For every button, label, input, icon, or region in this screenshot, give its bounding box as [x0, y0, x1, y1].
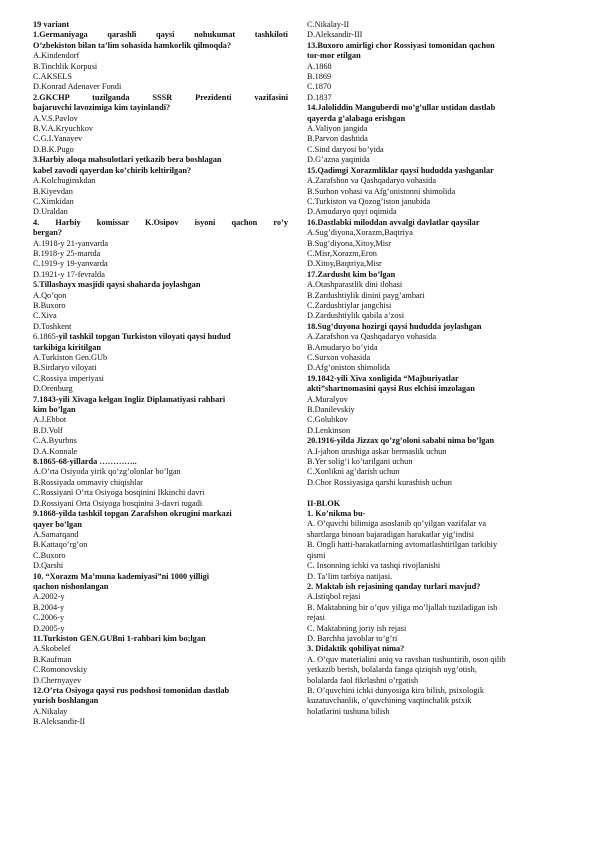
answer-option: C.1870: [307, 82, 332, 92]
question-text: 15.Qadimgi Xorazmliklar qaysi hududda yashganlar: [307, 165, 494, 175]
answer-option: C.Buxoro: [33, 550, 66, 560]
answer-option: A.1918-y 21-yanvarda: [33, 238, 109, 248]
answer-option: B.Danilevskiy: [307, 405, 355, 415]
question-text: 2.GKCHP tuzilganda SSSR Prezidenti vazifasini: [33, 92, 288, 102]
question-text: 2. Maktab ish rejasining qanday turlari mavjud?: [307, 581, 481, 591]
answer-option: C.AKSELS: [33, 72, 72, 82]
answer-option: B.Aleksandir-II: [33, 717, 86, 727]
answer-option: B.1918-y 25-martda: [33, 248, 101, 258]
answer-option: B. Ongli hatti-harakatlarning avtomatlashtirilgan tarkibiy: [307, 540, 498, 550]
answer-option: B.Kattaqo’rg’on: [33, 540, 88, 550]
text-line: holatlarini tushuna bilish: [307, 706, 390, 716]
answer-option: D.Chernyayev: [33, 675, 82, 685]
answer-option: D. Ta’lim tarbiya natijasi.: [307, 571, 393, 581]
text-line: rejasi: [307, 613, 325, 623]
answer-option: C.Golubkov: [307, 415, 348, 425]
answer-option: D.2005-y: [33, 623, 65, 633]
question-text: tor-mor etilgan: [307, 51, 361, 61]
answer-option: C.A.Byurbns: [33, 436, 77, 446]
answer-option: D.Orenburg: [33, 384, 73, 394]
question-text: 11.Turkiston GEN.GUBni 1-rahbari kim bo;lgan: [33, 633, 206, 643]
answer-option: B.Sirdaryo viloyati: [33, 363, 97, 373]
answer-option: D.Aleksandir-III: [307, 30, 363, 40]
answer-option: C.G.I.Yanayev: [33, 134, 83, 144]
answer-option: C.1919-y 19-yanvarda: [33, 259, 108, 269]
answer-option: C.Romonovskiy: [33, 665, 88, 675]
answer-option: B.Tinchlik Korpusi: [33, 61, 98, 71]
question-text: kabel zavodi qayerdan ko’chirib keltirilgan?: [33, 165, 192, 175]
question-number: 6.1865-: [33, 332, 59, 342]
question-text: qachon nishonlangan: [33, 581, 109, 591]
answer-option: A.Istiqbol rejasi: [307, 592, 361, 602]
answer-option: D.Xitoy,Baqtriya,Misr: [307, 259, 382, 269]
answer-option: A.J.Ebbot: [33, 415, 67, 425]
answer-option: A.Nikalay: [33, 706, 68, 716]
question-text: 18.Sug’duyona hozirgi qaysi hududda joylashgan: [307, 321, 482, 331]
answer-option: A.1868: [307, 61, 332, 71]
answer-option: C. Insonning ichki va tashqi rivojlanishi: [307, 561, 441, 571]
answer-option: D.Rossiyani Orta Osiyoga bosqinini 3-davri tugadi: [33, 498, 203, 508]
question-text: qayerda g’alabaga erishgan: [307, 113, 406, 123]
question-text: bergan?: [33, 228, 63, 238]
question-text: 19 variant: [33, 20, 70, 29]
answer-option: A.Zarafshon va Qashqadaryo vohasida: [307, 332, 437, 342]
answer-option: A.I-jahon urushiga askar bermaslik uchun: [307, 446, 447, 456]
answer-option: A.Otashparastlik dini ilohasi: [307, 280, 403, 290]
answer-option: C.Xonlikni ag’darish uchun: [307, 467, 400, 477]
question-text: yurish boshlangan: [33, 696, 99, 706]
answer-option: A.O’rta Osiyoda yirik qo’zg’olonlar bo’lgan: [33, 467, 181, 477]
answer-option: A.Valiyon jangida: [307, 124, 368, 134]
answer-option: A.V.S.Pavlov: [33, 113, 78, 123]
answer-option: B.2004-y: [33, 602, 65, 612]
answer-option: D.Afg’oniston shimolida: [307, 363, 390, 373]
answer-option: B. O’quvchini ichki dunyosiga kira bilish, psixologik: [307, 685, 484, 695]
answer-option: D.Konrad Adenaver Fondi: [33, 82, 122, 92]
answer-option: A.Qo’qon: [33, 290, 67, 300]
answer-option: C.Sind daryosi bo’yida: [307, 144, 384, 154]
left-column: [33, 20, 288, 842]
answer-option: C.Surxon vohasida: [307, 353, 371, 362]
answer-option: C.Turkiston va Qozog’iston janubida: [307, 196, 431, 206]
question-text: O’zbekiston bilan ta’lim sohasida hamkorlik qilmoqda?: [33, 40, 232, 50]
answer-option: B.1869: [307, 72, 332, 82]
answer-option: C.Misr,Xorazm,Eron: [307, 248, 377, 258]
text-line: shartlarga binoan bajaradigan harakatlar yig’indisi: [307, 529, 475, 539]
answer-option: D.Qarshi: [33, 561, 64, 571]
answer-option: A.2002-y: [33, 592, 65, 602]
question-text: 1.Germaniyaga qarashli qaysi nohukumat tashkiloti: [33, 30, 288, 40]
answer-option: A.Skobelef: [33, 644, 71, 654]
answer-option: C.Ximkidan: [33, 196, 74, 206]
answer-option: D.1921-y 17-fevralda: [33, 269, 105, 279]
answer-option: D.Lenkinson: [307, 425, 351, 435]
blank-line: [307, 488, 562, 498]
answer-option: B.Rossiyada ommaviy chiqishlar: [33, 477, 143, 487]
question-text: II-BLOK: [307, 498, 341, 508]
question-text: 4. Harbiy komissar K.Osipov isyoni qachon ro’y: [33, 217, 288, 227]
question-text: 17.Zardusht kim bo’lgan: [307, 269, 396, 279]
answer-option: D. Barchha javoblar to’g’ri: [307, 633, 398, 643]
question-text: bajaruvchi lavozimiga kim tayinlandi?: [33, 103, 171, 113]
answer-option: D.1837: [307, 92, 332, 102]
text-line: yetkazib berish, bolalarda fanga qiziqish uyg’otish,: [307, 665, 477, 675]
answer-option: B.Amudaryo bo’yida: [307, 342, 378, 352]
answer-option: B.Kiyevdan: [33, 186, 73, 196]
answer-option: C.Zardushtiylar jangchisi: [307, 300, 392, 310]
answer-option: D.Zardushtiylik qabila a’zosi: [307, 311, 405, 321]
question-text: 1. Ko’nikma bu-: [307, 509, 366, 519]
question-text: 10. “Xorazm Ma’muna kademiyasi”ni 1000 yilligi: [33, 571, 210, 581]
answer-option: B.V.A.Kryuchkov: [33, 124, 93, 134]
question-text: 7.1843-yili Xivaga kelgan Ingliz Diplamatiyasi rahbari: [33, 394, 226, 404]
answer-option: A. O’quv materialini aniq va ravshan tushuntirib, oson qilib: [307, 654, 506, 664]
question-text: tarkibiga kiritilgan: [33, 342, 101, 352]
question-text: kim bo’lgan: [33, 405, 76, 415]
question-text: akti”shartnomasini qaysi Rus elchisi imzolagan: [307, 384, 475, 394]
answer-option: D.G’azna yaqinida: [307, 155, 370, 165]
answer-option: C.2006-y: [33, 613, 65, 623]
answer-option: B.Buxoro: [33, 300, 66, 310]
question-text: qayer bo’lgan: [33, 519, 82, 529]
answer-option: A.Samarqand: [33, 529, 79, 539]
answer-option: A.Sug’diyona,Xorazm,Baqtriya: [307, 228, 413, 238]
answer-option: B.Kaufman: [33, 654, 72, 664]
question-text: 20.1916-yilda Jizzax qo’zg’oloni sababi nima bo’lgan: [307, 436, 495, 446]
question-text: 16.Dastlabki miloddan avvalgi davlatlar qaysilar: [307, 217, 480, 227]
question-text: 14.Jaloliddin Manguberdi mo’g’ullar ustidan dastlab: [307, 103, 496, 113]
text-line: bolalarda faol fikrlashni o’rgatish: [307, 675, 419, 685]
answer-option: C. Maktabning joriy ish rejasi: [307, 623, 407, 633]
question-text: yil tashkil topgan Turkiston viloyati qaysi hudud: [58, 332, 231, 342]
answer-option: C.Xiva: [33, 311, 57, 321]
answer-option: A.Kolchuginskdan: [33, 176, 96, 186]
answer-option: A.Turkiston Gen.GUb: [33, 353, 108, 362]
answer-option: D.Amudaryo quyi oqimida: [307, 207, 397, 217]
question-text: 13.Buxoro amirligi chor Rossiyasi tomonidan qachon: [307, 40, 495, 50]
answer-option: B.Zardushtiylik dinini payg’ambari: [307, 290, 425, 300]
text-line: kuzatuvchanlik, o’quvchining vaqtinchalik psixik: [307, 696, 472, 706]
answer-option: D.B.K.Pugo: [33, 144, 74, 154]
question-text: 8.1865-68-yillarda …………..: [33, 457, 137, 467]
answer-option: D.Uraldan: [33, 207, 68, 217]
answer-option: A.Zarafshon va Qashqadaryo vohasida: [307, 176, 437, 186]
right-column: [307, 20, 562, 842]
question-line: [33, 332, 288, 342]
answer-option: B.Sug’diyona,Xitoy,Misr: [307, 238, 392, 248]
answer-option: B.Parvon dashtida: [307, 134, 368, 144]
question-text: 5.Tillashayx masjidi qaysi shaharda joylashgan: [33, 280, 201, 290]
question-text: 3. Didaktik qobiliyat nima?: [307, 644, 405, 654]
answer-option: B.Surhon vohasi va Afg’onistonni shimolida: [307, 186, 456, 196]
answer-option: B.Yer solig’i ko’tarilgani uchun: [307, 457, 413, 467]
answer-option: B.D.Volf: [33, 425, 63, 435]
answer-option: A.Kindendorf: [33, 51, 80, 61]
answer-option: C.Nikalay-II: [307, 20, 350, 29]
question-text: 3.Harbiy aloqa mahsulotlari yetkazib bera boshlagan: [33, 155, 222, 165]
question-text: 12.O’rta Osiyoga qaysi rus podshosi tomonidan dastlab: [33, 686, 230, 695]
question-text: 19.1842-yili Xiva xonligida “Majburiyatlar: [307, 373, 459, 383]
answer-option: C.Rossiyani O’rta Osiyoga bosqinini Ikkinchi davri: [33, 488, 205, 498]
answer-option: C.Rossiya imperiyasi: [33, 373, 104, 383]
answer-option: B. Maktabning bir o’quv yiliga mo’ljallab tuziladigan ish: [307, 602, 498, 612]
text-line: qismi: [307, 550, 326, 560]
answer-option: D.Toshkent: [33, 321, 72, 331]
answer-option: D.Chor Rossiyasiga qarshi kurashish uchun: [307, 477, 452, 487]
answer-option: D.A.Konnale: [33, 446, 78, 456]
answer-option: A. O’quvchi bilimiga asoslanib qo’yilgan vazifalar va: [307, 519, 487, 529]
question-text: 9.1868-yilda tashkil topgan Zarafshon okrugini markazi: [33, 509, 232, 519]
answer-option: A.Muralyov: [307, 394, 348, 404]
